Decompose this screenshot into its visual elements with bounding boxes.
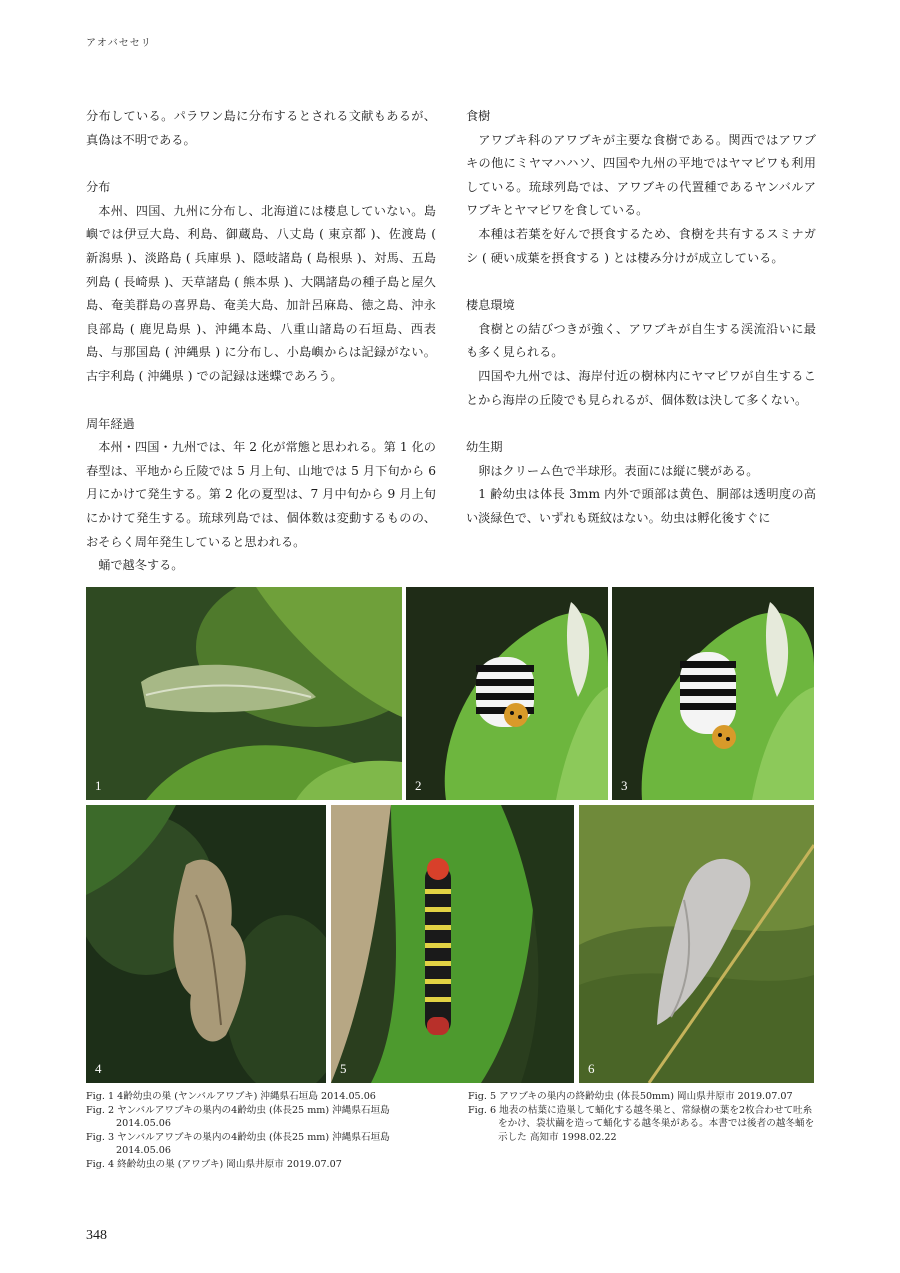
left-column [86,105,436,578]
caption-fig4: Fig. 4 終齢幼虫の巣 (アワブキ) 岡山県井原市 2019.07.07 [86,1158,342,1170]
food-heading: 食樹 [466,109,491,123]
running-title: アオバセセリ [86,38,152,49]
captions-right [468,1090,818,1144]
caption-fig3: Fig. 3 ヤンバルアワブキの巣内の4齢幼虫 (体長25 mm) 沖縄県石垣島 2014.05.06 [86,1131,390,1157]
cycle-heading: 周年経過 [86,416,135,431]
food-paragraph: アワブキ科のアワブキが主要な食樹である。関西ではアワブキの他にミヤマハハソ、四国や九州の平地ではヤマビワも利用している。琉球列島では、アワブキの代置種であるヤンバルアワブキとヤマビワを食している。 [466,132,816,218]
photo-3-striped-larva [612,587,814,800]
cycle-paragraph: 本州・四国・九州では、年 2 化が常態と思われる。第 1 化の春型は、平地から丘陵では 5 月上旬、山地では 5 月下旬から 6 月にかけて発生する。第 2 化の夏型は、7 月中旬から 9 月上旬にかけて発生する。琉球列島では、個体数は変動するものの、おそらく周年発生していると思われる。 [86,440,436,549]
photo-number: 3 [621,778,628,793]
distribution-paragraph: 本州、四国、九州に分布し、北海道には棲息していない。島嶼では伊豆大島、利島、御蔵島、八丈島 ( 東京都 )、佐渡島 ( 新潟県 )、淡路島 ( 兵庫県 )、隠岐諸島 ( 島根県 )、対馬、五島列島 ( 長崎県 )、天草諸島 ( 熊本県 )、大隅諸島の種子島と屋久島、奄美群島の喜界島、奄美大島、加計呂麻島、徳之島、沖永良部島 ( 鹿児島県 )、沖縄本島、八重山諸島の石垣島、西表島、与那国島 ( 沖縄県 ) に分布し、小島嶼からは記録がない。古宇利島 ( 沖縄県 ) での記録は迷蝶であろう。 [86,203,436,383]
photo-number: 1 [95,778,102,793]
cycle-paragraph-2: 蛹で越冬する。 [98,558,184,573]
caption-fig1: Fig. 1 4齢幼虫の巣 (ヤンバルアワブキ) 沖縄県石垣島 2014.05.06 [86,1091,376,1102]
larva-paragraph-2: 1 齢幼虫は体長 3mm 内外で頭部は黄色、胴部は透明度の高い淡緑色で、いずれも斑紋はない。幼虫は孵化後すぐに [466,487,816,525]
captions-left [86,1090,446,1172]
photo-4-dead-leaf-nest [86,805,326,1083]
larva-heading: 幼生期 [466,440,503,455]
caption-fig5: Fig. 5 アワブキの巣内の終齢幼虫 (体長50mm) 岡山県井原市 2019.07.07 [468,1091,793,1102]
distribution-heading: 分布 [86,180,111,195]
habitat-paragraph: 食樹との結びつきが強く、アワブキが自生する渓流沿いに最も多く見られる。 [466,321,816,360]
photo-2-striped-larva [406,587,608,800]
photo-6-pupa-nest [579,805,814,1083]
caption-fig2: Fig. 2 ヤンバルアワブキの巣内の4齢幼虫 (体長25 mm) 沖縄県石垣島 2014.05.06 [86,1104,390,1130]
larva-paragraph: 卵はクリーム色で半球形。表面には縦に襞がある。 [478,463,759,478]
photo-number: 5 [340,1061,347,1076]
photo-5-final-instar-larva [331,805,574,1083]
photo-number: 6 [588,1061,595,1076]
page-number: 348 [86,1228,107,1243]
food-paragraph-2: 本種は若葉を好んで摂食するため、食樹を共有するスミナガシ ( 硬い成葉を摂食する ) とは棲み分けが成立している。 [466,226,816,265]
habitat-paragraph-2: 四国や九州では、海岸付近の樹林内にヤマビワが自生することから海岸の丘陵でも見られるが、個体数は決して多くない。 [466,368,816,407]
habitat-heading: 棲息環境 [466,298,515,313]
photo-number: 4 [95,1061,102,1076]
photo-1-rolled-leaf-nest [86,587,402,800]
caption-fig6: Fig. 6 地表の枯葉に造巣して蛹化する越冬巣と、常緑樹の葉を2枚合わせて吐糸をかけ、袋状繭を造って蛹化する越冬巣がある。本書では後者の越冬蛹を示した 高知市 1998.02.22 [468,1104,815,1143]
photo-number: 2 [415,778,422,793]
intro-paragraph: 分布している。パラワン島に分布するとされる文献もあるが、真偽は不明である。 [86,109,436,147]
right-column [466,105,816,531]
